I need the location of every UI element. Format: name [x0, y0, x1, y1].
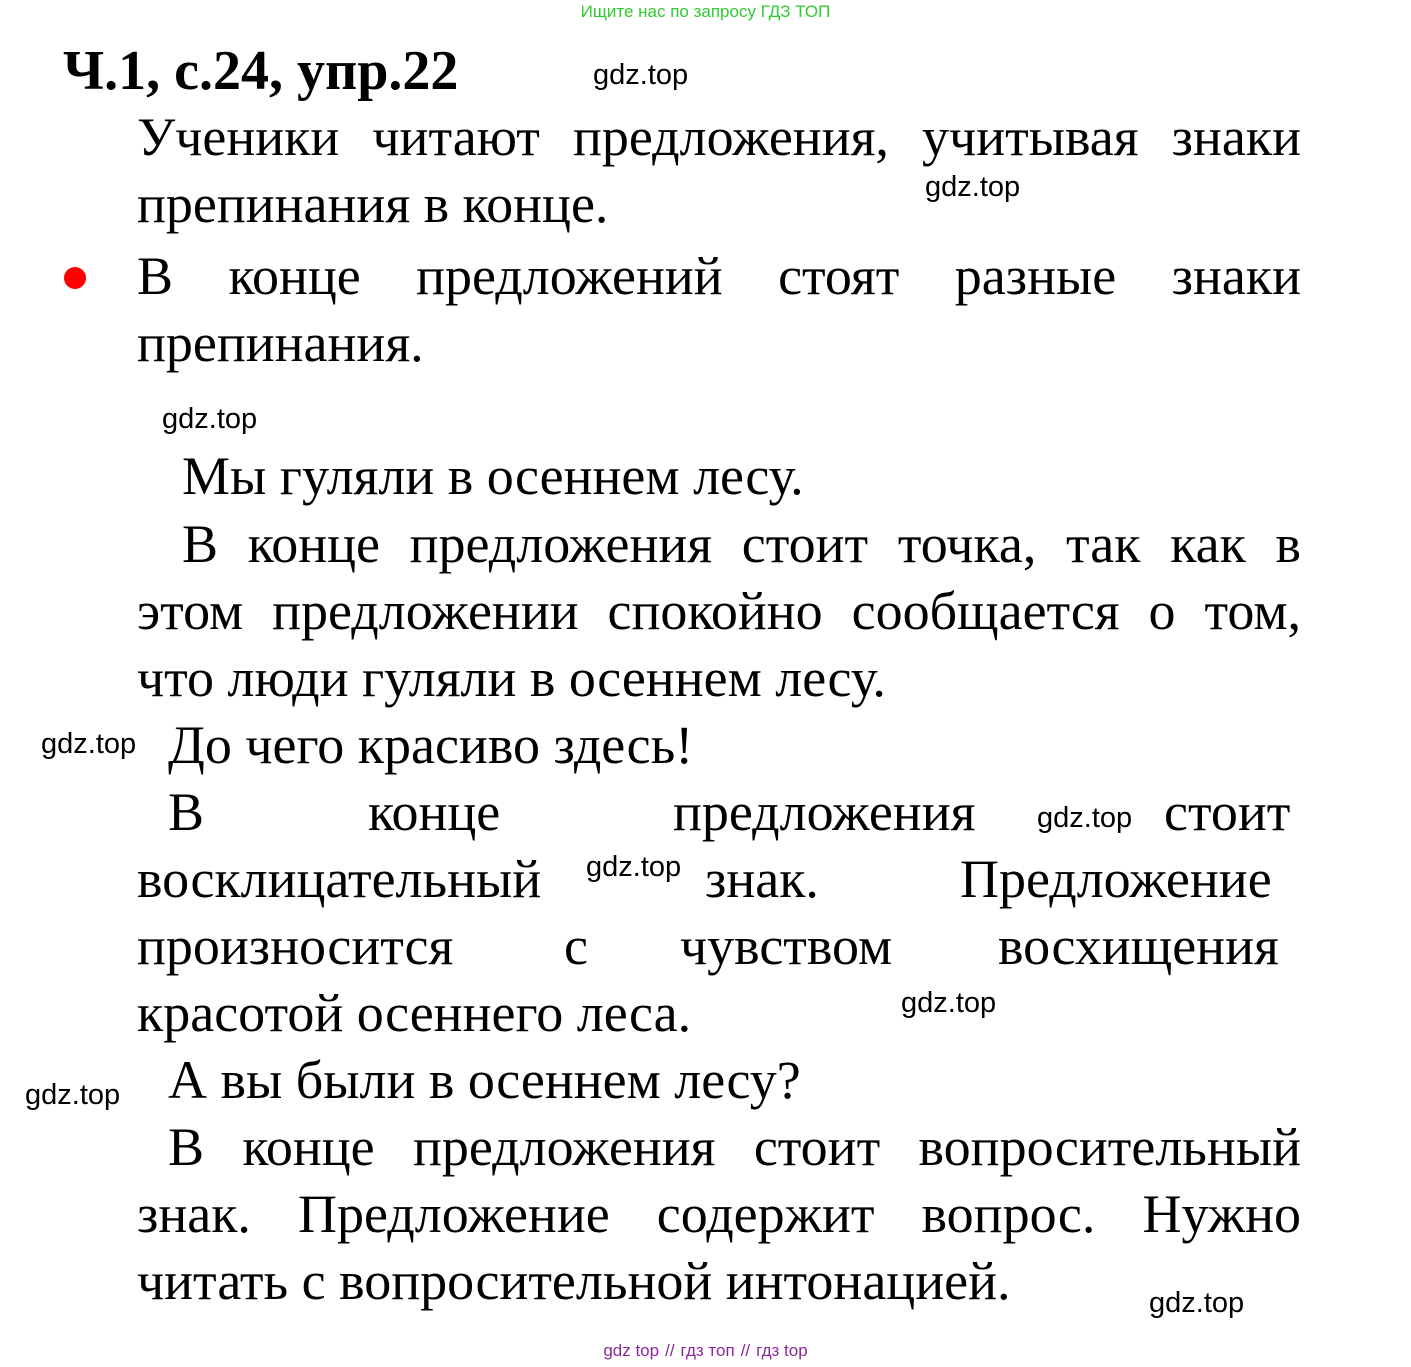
explanation-2-word: предложения: [673, 782, 976, 842]
footer-link: gdz top: [603, 1341, 660, 1360]
bullet-icon: [64, 267, 86, 289]
watermark: gdz.top: [586, 851, 682, 883]
explanation-2-word: знак.: [705, 849, 819, 909]
top-banner: Ищите нас по запросу ГДЗ ТОП: [580, 2, 831, 21]
explanation-2-word: стоит: [1164, 782, 1291, 842]
footer-separator: //: [665, 1341, 675, 1360]
watermark: gdz.top: [593, 59, 689, 91]
explanation-2-word: В: [168, 782, 205, 842]
explanation-2-word: чувством: [680, 916, 893, 976]
explanation-1: В конце предложения стоит точка, так как в этом предложении спокойно сообщается о том, что люди гуляли в осеннем лесу.: [137, 514, 1301, 708]
footer: [0, 1341, 1411, 1361]
bullet-paragraph: В конце предложений стоят разные знаки препинания.: [137, 246, 1301, 373]
intro-paragraph: Ученики читают предложения, учитывая знаки препинания в конце.: [137, 107, 1301, 234]
explanation-2-word: Предложение: [960, 849, 1272, 909]
explanation-2-word: восхищения: [998, 916, 1279, 976]
explanation-2-word: произносится: [137, 916, 454, 976]
explanation-2-word: конце: [368, 782, 501, 842]
watermark: gdz.top: [41, 728, 137, 760]
example-sentence-2: До чего красиво здесь!: [168, 715, 694, 775]
watermark: gdz.top: [901, 987, 997, 1019]
watermark: gdz.top: [162, 403, 258, 435]
footer-link: гдз топ: [680, 1341, 735, 1360]
watermark: gdz.top: [25, 1079, 121, 1111]
footer-link: гдз top: [756, 1341, 808, 1360]
explanation-3: В конце предложения стоит вопросительный знак. Предложение содержит вопрос. Нужно читать с вопросительной интонацией.: [137, 1117, 1301, 1311]
watermark: gdz.top: [1037, 802, 1133, 834]
page-title: Ч.1, с.24, упр.22: [63, 40, 459, 102]
footer-separator: //: [740, 1341, 751, 1360]
explanation-2-line: красотой осеннего леса.: [137, 983, 692, 1043]
watermark: gdz.top: [1149, 1287, 1245, 1319]
explanation-2-word: восклицательный: [137, 849, 542, 909]
explanation-2-word: с: [564, 916, 588, 976]
example-sentence-3: А вы были в осеннем лесу?: [168, 1050, 801, 1110]
watermark: gdz.top: [925, 171, 1021, 203]
example-sentence-1: Мы гуляли в осеннем лесу.: [182, 446, 804, 506]
